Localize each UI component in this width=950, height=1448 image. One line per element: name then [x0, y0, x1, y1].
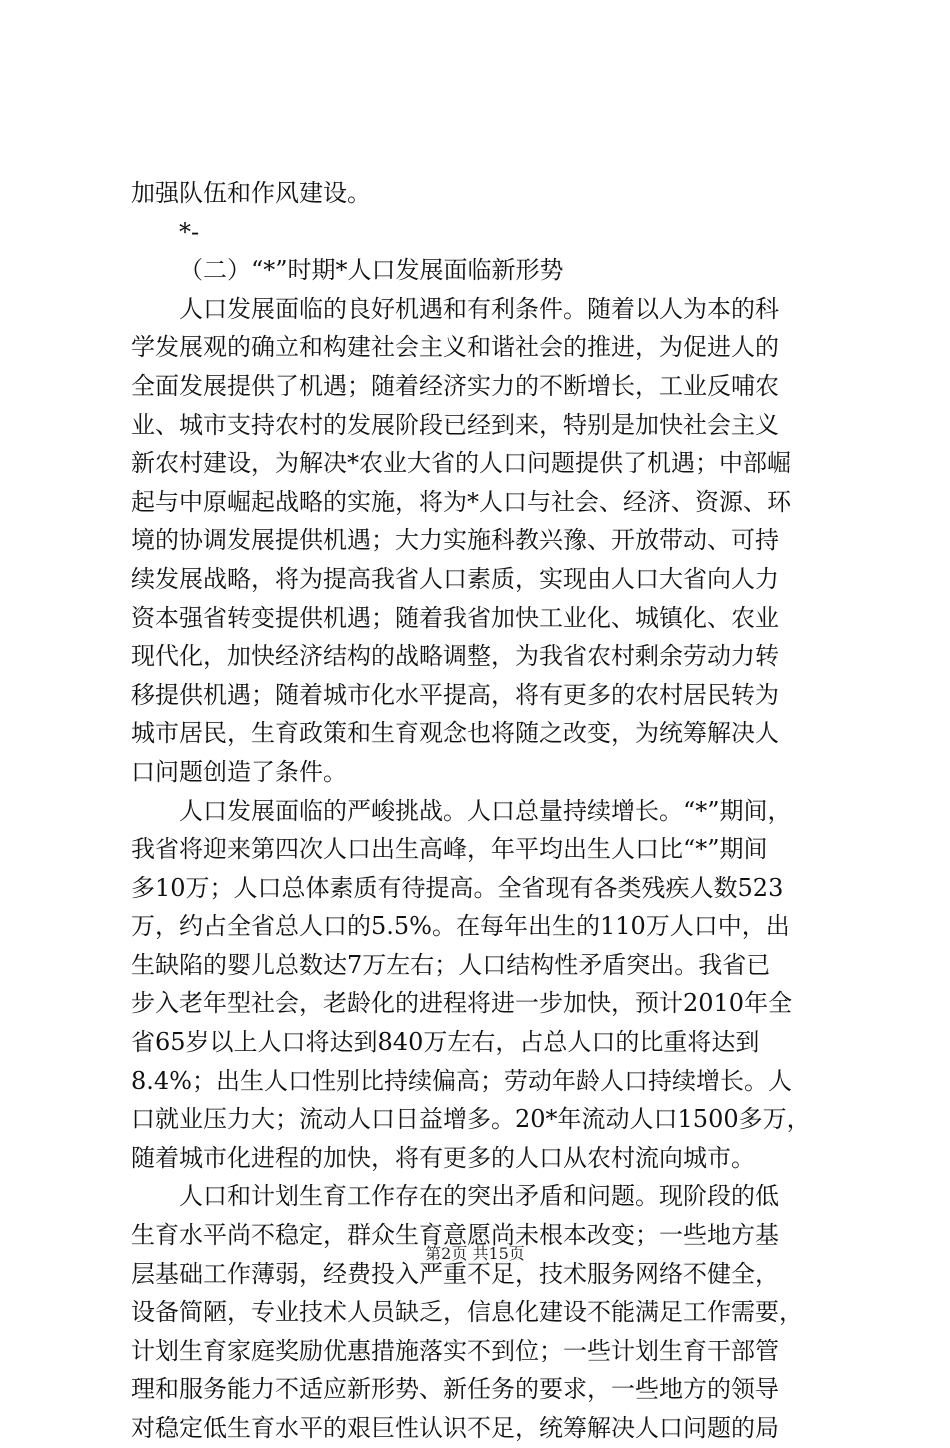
paragraph-line: 全面发展提供了机遇；随着经济实力的不断增长，工业反哺农: [131, 371, 779, 400]
paragraph-line: 理和服务能力不适应新形势、新任务的要求，一些地方的领导: [131, 1375, 779, 1404]
paragraph-line: 多10万；人口总体素质有待提高。全省现有各类残疾人数523: [131, 873, 784, 902]
paragraph-line: 生缺陷的婴儿总数达7万左右；人口结构性矛盾突出。我省已: [131, 950, 771, 979]
paragraph-line: 口问题创造了条件。: [131, 757, 347, 786]
paragraph-line: 8.4%；出生人口性别比持续偏高；劳动年龄人口持续增长。人: [131, 1066, 792, 1095]
paragraph-line: 城市居民，生育政策和生育观念也将随之改变，为统筹解决人: [131, 719, 779, 748]
paragraph-line: 新农村建设，为解决*农业大省的人口问题提供了机遇；中部崛: [131, 449, 791, 478]
paragraph-line: 资本强省转变提供机遇；随着我省加快工业化、城镇化、农业: [131, 603, 779, 632]
paragraph-line: 人口发展面临的严峻挑战。人口总量持续增长。“*”期间，: [179, 796, 792, 825]
paragraph-line: 计划生育家庭奖励优惠措施落实不到位；一些计划生育干部管: [131, 1336, 779, 1365]
paragraph-line: 境的协调发展提供机遇；大力实施科教兴豫、开放带动、可持: [131, 526, 779, 555]
paragraph-line: 口就业压力大；流动人口日益增多。20*年流动人口1500多万，: [131, 1105, 811, 1134]
paragraph-line: 设备简陋，专业技术人员缺乏，信息化建设不能满足工作需要，: [131, 1298, 803, 1327]
paragraph-line: 省65岁以上人口将达到840万左右，占总人口的比重将达到: [131, 1028, 760, 1057]
paragraph-line: 现代化，加快经济结构的战略调整，为我省农村剩余劳动力转: [131, 642, 779, 671]
paragraph-line: 移提供机遇；随着城市化水平提高，将有更多的农村居民转为: [131, 680, 779, 709]
paragraph-line: 学发展观的确立和构建社会主义和谐社会的推进，为促进人的: [131, 333, 779, 362]
paragraph-line: 随着城市化进程的加快，将有更多的人口从农村流向城市。: [131, 1143, 755, 1172]
paragraph-line: 业、城市支持农村的发展阶段已经到来，特别是加快社会主义: [131, 410, 779, 439]
paragraph-line: 对稳定低生育水平的艰巨性认识不足，统筹解决人口问题的局: [131, 1414, 779, 1442]
section-heading: （二）“*”时期*人口发展面临新形势: [179, 256, 564, 285]
paragraph-line: 我省将迎来第四次人口出生高峰，年平均出生人口比“*”期间: [131, 835, 768, 864]
section-marker: *-: [179, 217, 200, 246]
paragraph-line: 层基础工作薄弱，经费投入严重不足，技术服务网络不健全，: [131, 1259, 779, 1288]
paragraph-line: 加强队伍和作风建设。: [131, 179, 371, 207]
paragraph-line: 步入老年型社会，老龄化的进程将进一步加快，预计2010年全: [131, 989, 793, 1018]
paragraph-line: 万，约占全省总人口的5.5%。在每年出生的110万人口中，出: [131, 912, 790, 941]
paragraph-line: 人口和计划生育工作存在的突出矛盾和问题。现阶段的低: [179, 1182, 779, 1211]
paragraph-line: 起与中原崛起战略的实施，将为*人口与社会、经济、资源、环: [131, 487, 791, 516]
paragraph-line: 续发展战略，将为提高我省人口素质，实现由人口大省向人力: [131, 564, 779, 593]
paragraph-line: 生育水平尚不稳定，群众生育意愿尚未根本改变；一些地方基: [131, 1221, 779, 1250]
page-number-footer: 第2页 共15页: [425, 1244, 525, 1263]
paragraph-line: 人口发展面临的良好机遇和有利条件。随着以人为本的科: [179, 294, 779, 323]
